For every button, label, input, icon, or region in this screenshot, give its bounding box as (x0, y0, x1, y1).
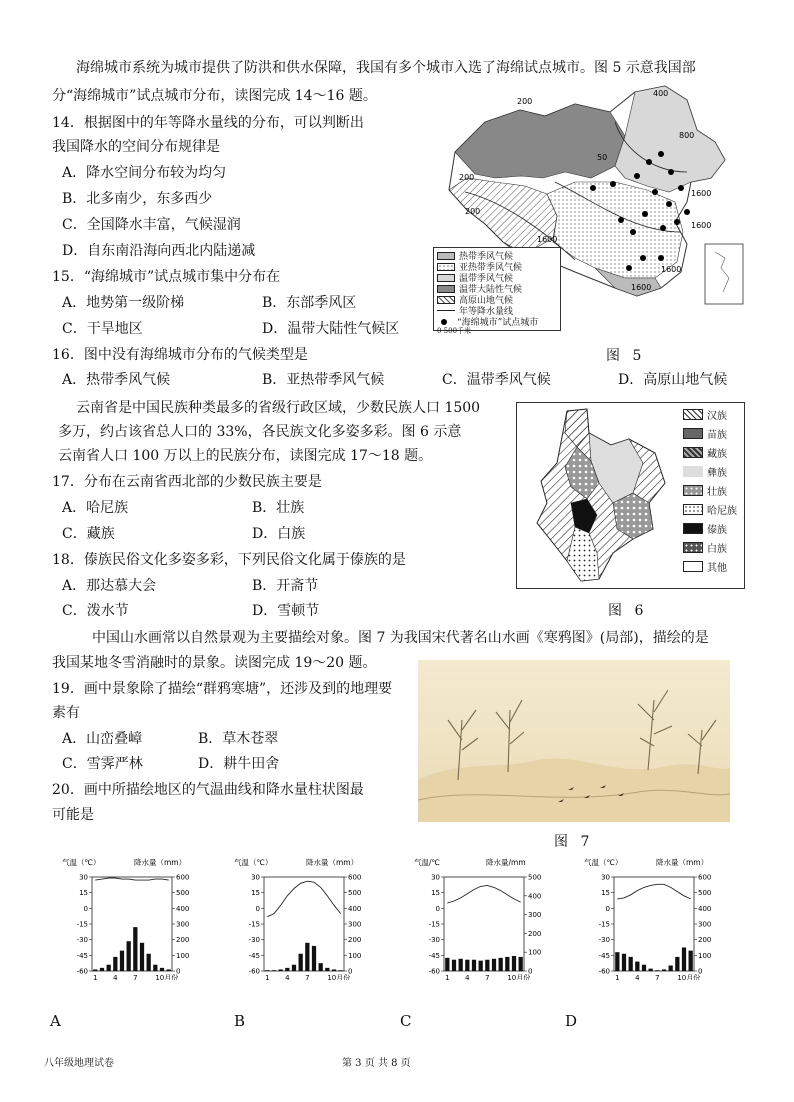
precip-bar (459, 959, 463, 971)
precip-tick-label: 600 (348, 873, 362, 882)
legend-miao: 苗族 (707, 430, 727, 441)
precip-bar (285, 968, 289, 971)
legend-other: 其他 (707, 563, 727, 574)
q19-option-c: C．雪霁严林 (62, 756, 143, 772)
precip-tick-label: 0 (348, 967, 353, 976)
precip-bar (147, 954, 151, 971)
legend-plateau: 高原山地气候 (459, 296, 514, 306)
precip-bar (113, 957, 117, 971)
contour-label: 200 (465, 207, 481, 216)
precip-tick-label: 600 (176, 873, 190, 882)
q14-stem-2: 我国降水的空间分布规律是 (52, 139, 220, 155)
temperature-curve (95, 878, 168, 880)
month-tick-label: 4 (113, 974, 118, 980)
contour-label: 1600 (537, 235, 558, 244)
q20-stem: 20．画中所描绘地区的气温曲线和降水量柱状图最 (52, 782, 364, 798)
legend-han: 汉族 (707, 411, 727, 422)
q17-option-c: C．藏族 (62, 526, 115, 542)
temp-tick-label: -60 (76, 967, 88, 976)
yunnan-map-graphic (517, 403, 677, 588)
precip-bar (325, 968, 329, 971)
q16-option-c: C．温带季风气候 (442, 372, 551, 388)
precip-bar (629, 957, 633, 971)
temperature-curve (267, 881, 340, 917)
precip-bar (662, 969, 666, 971)
precip-tick-label: 500 (348, 889, 362, 898)
q19-option-d: D．耕牛田舍 (198, 756, 280, 772)
precip-bar (272, 970, 276, 971)
precip-bar (675, 957, 679, 971)
answer-letter-a: A (50, 1012, 61, 1030)
temp-tick-label: -30 (428, 936, 440, 945)
china-climate-map (425, 82, 747, 334)
precip-bar (505, 957, 509, 971)
temp-tick-label: -15 (76, 920, 88, 929)
month-tick-label: 7 (655, 974, 660, 980)
contour-label: 400 (653, 89, 669, 98)
q14-option-c: C．全国降水丰富，气候湿润 (62, 217, 241, 233)
temperate-continental-zone (455, 104, 625, 178)
temp-tick-label: 15 (431, 889, 440, 898)
temp-tick-label: -30 (248, 936, 260, 945)
temp-tick-label: 15 (79, 889, 88, 898)
legend-dai: 傣族 (707, 525, 727, 536)
temp-tick-label: 30 (251, 873, 260, 882)
precip-bar (107, 965, 111, 971)
precip-tick-label: 200 (698, 936, 712, 945)
month-tick-label: 7 (305, 974, 310, 980)
temp-tick-label: -60 (598, 967, 610, 976)
legend-hani: 哈尼族 (707, 506, 737, 517)
answer-letter-c: C (400, 1012, 412, 1030)
intro-text-2b: 多万，约占该省总人口的 33%，各民族文化多姿多彩。图 6 示意 (58, 424, 462, 440)
q19-option-b: B．草木苍翠 (198, 731, 279, 747)
temp-tick-label: -30 (598, 936, 610, 945)
precip-bar (332, 969, 336, 971)
month-tick-label: 4 (285, 974, 290, 980)
q14-option-b: B．北多南少，东多西少 (62, 191, 213, 207)
precip-bar (133, 927, 137, 971)
q18-option-b: B．开斋节 (252, 578, 319, 594)
month-tick-label: 7 (485, 974, 490, 980)
precip-bar (445, 958, 449, 971)
q15-option-d: D．温带大陆性气候区 (262, 321, 400, 337)
precip-bar (312, 946, 316, 971)
precip-tick-label: 100 (698, 951, 712, 960)
precip-bar (279, 969, 283, 971)
legend-temperate-monsoon: 温带季风气候 (459, 274, 514, 284)
precip-bar (319, 963, 323, 971)
yunnan-ethnic-map (516, 402, 745, 589)
climate-chart-b (232, 855, 372, 980)
month-tick-label: 10月份 (327, 974, 351, 980)
month-tick-label: 10月份 (507, 974, 531, 980)
precip-bar (299, 954, 303, 971)
fig6-legend (683, 405, 737, 576)
plot-frame (92, 877, 172, 971)
precip-bar (689, 951, 693, 971)
temp-tick-label: 30 (79, 873, 88, 882)
intro-text-1b: 分“海绵城市”试点城市分布，读图完成 14～16 题。 (52, 88, 377, 104)
plot-frame (264, 877, 344, 971)
footer-page-number: 第 3 页 共 8 页 (342, 1058, 411, 1069)
intro-text-3: 中国山水画常以自然景观为主要描绘对象。图 7 为我国宋代著名山水画《寒鸦图》(局部)，描绘的是 (92, 630, 709, 646)
precip-bar (512, 956, 516, 971)
q19-option-a: A．山峦叠嶂 (62, 731, 143, 747)
climate-chart-d-svg (582, 855, 722, 980)
contour-label: 1600 (691, 221, 712, 230)
legend-sponge-city: “海绵城市”试点城市 (457, 318, 539, 328)
q16-option-d: D．高原山地气候 (618, 372, 728, 388)
precip-tick-label: 200 (348, 936, 362, 945)
precip-axis-label: 降水量（mm） (306, 858, 359, 867)
temp-tick-label: -45 (248, 951, 260, 960)
temp-tick-label: 0 (83, 904, 88, 913)
fig5-legend (433, 247, 561, 335)
temp-tick-label: -30 (76, 936, 88, 945)
temp-axis-label: 气温（℃） (584, 858, 623, 867)
contour-label: 1600 (691, 189, 712, 198)
intro-text-3b: 我国某地冬雪消融时的景象。读图完成 19～20 题。 (52, 655, 377, 671)
temp-tick-label: -60 (428, 967, 440, 976)
q18-option-a: A．那达慕大会 (62, 578, 157, 594)
q15-option-a: A．地势第一级阶梯 (62, 295, 185, 311)
month-tick-label: 1 (615, 974, 620, 980)
temperature-curve (617, 884, 690, 899)
map-scale: 0 500千米 (437, 327, 472, 335)
precip-bar (339, 970, 343, 971)
precip-bar (452, 960, 456, 971)
temp-tick-label: -15 (598, 920, 610, 929)
precip-tick-label: 100 (348, 951, 362, 960)
precip-bar (127, 941, 131, 971)
precip-axis-label: 降水量/mm (486, 858, 526, 867)
legend-yi: 彝族 (707, 468, 727, 479)
precip-bar (120, 951, 124, 971)
legend-tropical: 热带季风气候 (459, 252, 514, 262)
q19-stem: 19．画中景象除了描绘“群鸦寒塘”，还涉及到的地理要 (52, 681, 393, 697)
q16-option-b: B．亚热带季风气候 (262, 372, 385, 388)
climate-chart-c-svg (412, 855, 552, 980)
contour-label: 200 (459, 173, 475, 182)
precip-bar (519, 957, 523, 971)
precip-bar (93, 969, 97, 971)
q19-stem-2: 素有 (52, 705, 80, 721)
yunnan-outline (537, 409, 665, 581)
contour-label: 1600 (661, 265, 682, 274)
temp-tick-label: 30 (431, 873, 440, 882)
temp-axis-label: 气温/℃ (414, 858, 440, 867)
legend-subtropical: 亚热带季风气候 (459, 263, 523, 273)
figure-5-caption: 图 5 (606, 348, 646, 364)
legend-isohyet: 年等降水量线 (459, 307, 514, 317)
temp-tick-label: 0 (605, 904, 610, 913)
precip-bar (492, 959, 496, 971)
precip-bar (649, 969, 653, 971)
precip-bar (655, 970, 659, 971)
temp-tick-label: -60 (248, 967, 260, 976)
precip-tick-label: 300 (698, 920, 712, 929)
q15-stem: 15．“海绵城市”试点城市集中分布在 (52, 269, 281, 285)
q18-option-c: C．泼水节 (62, 603, 129, 619)
precip-tick-label: 0 (698, 967, 703, 976)
figure-6-caption: 图 6 (608, 603, 648, 619)
q18-option-d: D．雪顿节 (252, 603, 320, 619)
climate-chart-a-svg (60, 855, 200, 980)
climate-chart-b-svg (232, 855, 372, 980)
temp-tick-label: -45 (76, 951, 88, 960)
q14-stem: 14．根据图中的年等降水量线的分布，可以判断出 (52, 115, 364, 131)
precip-bar (499, 958, 503, 971)
contour-label: 200 (517, 97, 533, 106)
precip-tick-label: 300 (176, 920, 190, 929)
q17-option-d: D．白族 (252, 526, 306, 542)
contour-label: 800 (679, 131, 695, 140)
temp-axis-label: 气温（℃） (234, 858, 273, 867)
climate-chart-a (60, 855, 200, 980)
precip-bar (615, 952, 619, 971)
month-tick-label: 4 (635, 974, 640, 980)
precip-tick-label: 500 (176, 889, 190, 898)
precip-tick-label: 300 (348, 920, 362, 929)
q18-stem: 18．傣族民俗文化多姿多彩，下列民俗文化属于傣族的是 (52, 552, 406, 568)
q15-option-b: B．东部季风区 (262, 295, 357, 311)
q15-option-c: C．干旱地区 (62, 321, 143, 337)
legend-zang: 藏族 (707, 449, 727, 460)
precip-bar (265, 970, 269, 971)
contour-label: 1600 (631, 283, 652, 292)
precip-bar (682, 948, 686, 972)
precip-tick-label: 400 (528, 892, 542, 901)
precip-tick-label: 100 (528, 948, 542, 957)
precip-bar (167, 969, 171, 971)
month-tick-label: 4 (465, 974, 470, 980)
precip-bar (669, 966, 673, 971)
temp-tick-label: 0 (435, 904, 440, 913)
contour-label: 50 (597, 153, 608, 162)
figure-7-caption: 图 7 (554, 834, 594, 850)
q20-stem-2: 可能是 (52, 807, 94, 823)
precip-bar (292, 965, 296, 971)
precip-tick-label: 600 (698, 873, 712, 882)
climate-chart-d (582, 855, 722, 980)
month-tick-label: 10月份 (155, 974, 179, 980)
precip-tick-label: 500 (528, 873, 542, 882)
painting-graphic (418, 660, 730, 822)
precip-tick-label: 0 (528, 967, 533, 976)
month-tick-label: 1 (265, 974, 270, 980)
intro-text-2c: 云南省人口 100 万以上的民族分布，读图完成 17～18 题。 (58, 448, 433, 464)
legend-bai: 白族 (707, 544, 727, 555)
q17-option-a: A．哈尼族 (62, 500, 129, 516)
answer-letter-d: D (565, 1012, 578, 1030)
precip-tick-label: 300 (528, 911, 542, 920)
footer-paper-name: 八年级地理试卷 (44, 1058, 114, 1069)
precip-tick-label: 200 (176, 936, 190, 945)
temp-tick-label: -45 (598, 951, 610, 960)
precip-bar (305, 943, 309, 971)
precip-tick-label: 100 (176, 951, 190, 960)
precip-bar (635, 962, 639, 971)
precip-bar (472, 960, 476, 971)
precip-tick-label: 400 (348, 904, 362, 913)
temp-tick-label: 15 (251, 889, 260, 898)
intro-text-2: 云南省是中国民族种类最多的省级行政区域，少数民族人口 1500 (76, 400, 481, 416)
month-tick-label: 1 (445, 974, 450, 980)
month-tick-label: 10月份 (677, 974, 701, 980)
legend-zhuang: 壮族 (707, 487, 727, 498)
temp-tick-label: -45 (428, 951, 440, 960)
q16-option-a: A．热带季风气候 (62, 372, 171, 388)
q17-stem: 17．分布在云南省西北部的少数民族主要是 (52, 474, 322, 490)
month-tick-label: 1 (93, 974, 98, 980)
south-china-sea-inset (705, 244, 743, 304)
temp-tick-label: 30 (601, 873, 610, 882)
precip-tick-label: 400 (176, 904, 190, 913)
temp-tick-label: 0 (255, 904, 260, 913)
climate-chart-c (412, 855, 552, 980)
precip-bar (485, 960, 489, 971)
precip-bar (465, 960, 469, 971)
answer-letter-b: B (234, 1012, 246, 1030)
temp-tick-label: 15 (601, 889, 610, 898)
q16-stem: 16．图中没有海绵城市分布的气候类型是 (52, 347, 308, 363)
precip-bar (642, 965, 646, 971)
month-tick-label: 7 (133, 974, 138, 980)
precip-bar (479, 961, 483, 971)
precip-tick-label: 0 (176, 967, 181, 976)
precip-bar (100, 968, 104, 971)
temperature-curve (447, 885, 520, 903)
legend-temperate-continental: 温带大陆性气候 (459, 285, 523, 295)
q14-option-d: D．自东南沿海向西北内陆递减 (62, 243, 256, 259)
precip-tick-label: 400 (698, 904, 712, 913)
temp-tick-label: -15 (248, 920, 260, 929)
precip-bar (622, 954, 626, 971)
precip-tick-label: 500 (698, 889, 712, 898)
temp-axis-label: 气温（℃） (62, 858, 101, 867)
q14-option-a: A．降水空间分布较为均匀 (62, 165, 227, 181)
q17-option-b: B．壮族 (252, 500, 305, 516)
precip-axis-label: 降水量（mm） (656, 858, 709, 867)
precip-tick-label: 200 (528, 929, 542, 938)
precip-bar (160, 968, 164, 971)
temp-tick-label: -15 (428, 920, 440, 929)
precip-bar (153, 965, 157, 971)
precip-bar (140, 943, 144, 971)
intro-text-1: 海绵城市系统为城市提供了防洪和供水保障，我国有多个城市入选了海绵试点城市。图 5 示意我国部 (76, 60, 696, 76)
precip-axis-label: 降水量（mm） (134, 858, 187, 867)
winter-crows-painting (418, 660, 730, 822)
